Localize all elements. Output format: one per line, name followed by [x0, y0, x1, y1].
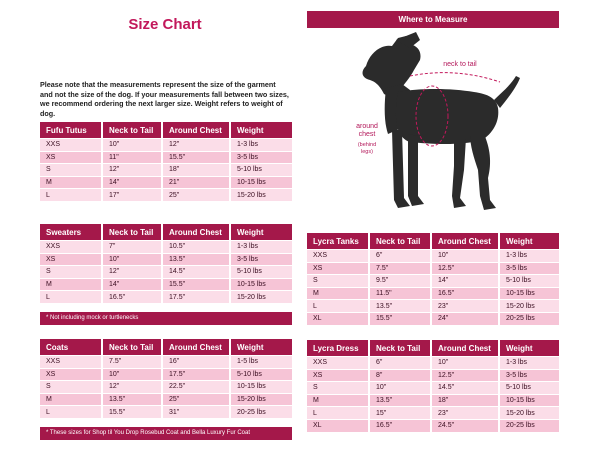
- around-chest-label: around chest: [356, 123, 378, 138]
- neck-cell: 12": [102, 164, 162, 177]
- neck-cell: 12": [102, 266, 162, 279]
- lycra-tanks-table: [307, 233, 559, 325]
- table-row: [307, 369, 559, 382]
- size-cell: XS: [307, 369, 369, 382]
- size-cell: XS: [40, 253, 102, 266]
- chest-cell: 18": [431, 394, 499, 407]
- size-cell: L: [307, 407, 369, 420]
- table-row: [40, 164, 292, 177]
- sweaters-note: * Not including mock or turtlenecks: [40, 312, 292, 325]
- chest-cell: 14.5": [431, 382, 499, 395]
- neck-to-tail-label: neck to tail: [443, 61, 477, 68]
- chest-cell: 24.5": [431, 419, 499, 431]
- table-row: [40, 368, 292, 381]
- size-cell: S: [307, 275, 369, 288]
- chest-cell: 12": [162, 139, 230, 152]
- neck-cell: 10": [102, 139, 162, 152]
- neck-cell: 10": [102, 253, 162, 266]
- table-row: [307, 394, 559, 407]
- weight-cell: 1-3 lbs: [230, 241, 292, 254]
- weight-cell: 3-5 lbs: [499, 262, 559, 275]
- table-row: [307, 275, 559, 288]
- table-row: [40, 151, 292, 164]
- col-weight: Weight: [230, 339, 292, 356]
- chest-cell: 15.5": [162, 151, 230, 164]
- chest-cell: 21": [162, 176, 230, 189]
- weight-cell: 20-25 lbs: [230, 406, 292, 418]
- weight-cell: 1-3 lbs: [499, 357, 559, 370]
- weight-cell: 10-15 lbs: [230, 381, 292, 394]
- around-chest-sub-label: (behind legs): [357, 142, 377, 155]
- neck-cell: 8": [369, 369, 431, 382]
- chest-cell: 25": [162, 189, 230, 201]
- neck-cell: 14": [102, 278, 162, 291]
- weight-cell: 10-15 lbs: [499, 287, 559, 300]
- table-row: [40, 266, 292, 279]
- table-row: [40, 241, 292, 254]
- table-row: [40, 356, 292, 369]
- table-row: [307, 407, 559, 420]
- col-weight: Weight: [230, 224, 292, 241]
- chest-cell: 18": [162, 164, 230, 177]
- weight-cell: 20-25 lbs: [499, 312, 559, 324]
- neck-cell: 6": [369, 357, 431, 370]
- chest-cell: 23": [431, 407, 499, 420]
- weight-cell: 5-10 lbs: [499, 275, 559, 288]
- size-cell: M: [307, 287, 369, 300]
- table-row: [40, 253, 292, 266]
- weight-cell: 20-25 lbs: [499, 419, 559, 431]
- chest-cell: 25": [162, 393, 230, 406]
- page-title: Size Chart: [128, 16, 202, 33]
- weight-cell: 15-20 lbs: [230, 393, 292, 406]
- col-around-chest: Around Chest: [162, 224, 230, 241]
- weight-cell: 5-10 lbs: [230, 266, 292, 279]
- neck-cell: 15.5": [102, 406, 162, 418]
- neck-cell: 12": [102, 381, 162, 394]
- neck-cell: 13.5": [369, 394, 431, 407]
- neck-cell: 15.5": [369, 312, 431, 324]
- weight-cell: 5-10 lbs: [230, 164, 292, 177]
- table-header-row: [40, 339, 292, 356]
- neck-cell: 11": [102, 151, 162, 164]
- col-weight: Weight: [499, 233, 559, 250]
- chest-cell: 23": [431, 300, 499, 313]
- chest-cell: 12.5": [431, 369, 499, 382]
- col-neck-to-tail: Neck to Tail: [102, 122, 162, 139]
- weight-cell: 5-10 lbs: [230, 368, 292, 381]
- neck-cell: 11.5": [369, 287, 431, 300]
- table-row: [40, 406, 292, 418]
- lycra-dress-table: [307, 340, 559, 432]
- chest-cell: 22.5": [162, 381, 230, 394]
- size-cell: L: [40, 291, 102, 303]
- size-cell: XXS: [307, 357, 369, 370]
- table-row: [40, 381, 292, 394]
- chest-cell: 16.5": [431, 287, 499, 300]
- size-cell: S: [307, 382, 369, 395]
- table-row: [307, 250, 559, 263]
- table-row: [307, 262, 559, 275]
- neck-cell: 17": [102, 189, 162, 201]
- col-around-chest: Around Chest: [431, 233, 499, 250]
- where-to-measure-header: Where to Measure: [307, 11, 559, 28]
- table-row: [307, 312, 559, 324]
- chest-cell: 17.5": [162, 368, 230, 381]
- size-cell: M: [40, 278, 102, 291]
- size-cell: XS: [40, 368, 102, 381]
- table-row: [40, 291, 292, 303]
- neck-cell: 14": [102, 176, 162, 189]
- weight-cell: 10-15 lbs: [230, 176, 292, 189]
- size-cell: M: [40, 176, 102, 189]
- weight-cell: 15-20 lbs: [499, 300, 559, 313]
- chest-cell: 14": [431, 275, 499, 288]
- weight-cell: 15-20 lbs: [230, 291, 292, 303]
- weight-cell: 15-20 lbs: [230, 189, 292, 201]
- table-header-row: [307, 340, 559, 357]
- weight-cell: 10-15 lbs: [230, 278, 292, 291]
- neck-cell: 7.5": [102, 356, 162, 369]
- table-name: Sweaters: [40, 224, 102, 241]
- col-weight: Weight: [499, 340, 559, 357]
- size-cell: M: [307, 394, 369, 407]
- neck-cell: 13.5": [369, 300, 431, 313]
- chest-cell: 24": [431, 312, 499, 324]
- size-cell: XXS: [40, 241, 102, 254]
- table-row: [40, 393, 292, 406]
- weight-cell: 3-5 lbs: [230, 253, 292, 266]
- neck-cell: 7": [102, 241, 162, 254]
- table-row: [40, 176, 292, 189]
- col-around-chest: Around Chest: [162, 122, 230, 139]
- coats-note: * These sizes for Shop til You Drop Rosebud Coat and Bella Luxury Fur Coat: [40, 427, 292, 440]
- size-cell: XL: [307, 312, 369, 324]
- neck-cell: 7.5": [369, 262, 431, 275]
- sweaters-table: [40, 224, 292, 303]
- size-cell: L: [40, 406, 102, 418]
- weight-cell: 1-3 lbs: [499, 250, 559, 263]
- neck-cell: 16.5": [369, 419, 431, 431]
- table-header-row: [40, 122, 292, 139]
- table-row: [307, 300, 559, 313]
- chest-cell: 14.5": [162, 266, 230, 279]
- col-around-chest: Around Chest: [162, 339, 230, 356]
- size-cell: XL: [307, 419, 369, 431]
- weight-cell: 1-5 lbs: [230, 356, 292, 369]
- size-cell: XXS: [40, 139, 102, 152]
- size-cell: XXS: [40, 356, 102, 369]
- dog-silhouette: [363, 32, 520, 210]
- weight-cell: 10-15 lbs: [499, 394, 559, 407]
- weight-cell: 1-3 lbs: [230, 139, 292, 152]
- chest-cell: 12.5": [431, 262, 499, 275]
- neck-cell: 6": [369, 250, 431, 263]
- col-neck-to-tail: Neck to Tail: [102, 224, 162, 241]
- table-name: Fufu Tutus: [40, 122, 102, 139]
- table-name: Lycra Dress: [307, 340, 369, 357]
- size-cell: S: [40, 266, 102, 279]
- weight-cell: 15-20 lbs: [499, 407, 559, 420]
- size-cell: XS: [40, 151, 102, 164]
- coats-table: [40, 339, 292, 418]
- table-name: Lycra Tanks: [307, 233, 369, 250]
- neck-cell: 10": [369, 382, 431, 395]
- table-row: [307, 287, 559, 300]
- chest-cell: 10": [431, 357, 499, 370]
- neck-cell: 13.5": [102, 393, 162, 406]
- col-weight: Weight: [230, 122, 292, 139]
- weight-cell: 3-5 lbs: [230, 151, 292, 164]
- table-header-row: [40, 224, 292, 241]
- col-around-chest: Around Chest: [431, 340, 499, 357]
- chest-cell: 17.5": [162, 291, 230, 303]
- chest-cell: 13.5": [162, 253, 230, 266]
- chest-cell: 10.5": [162, 241, 230, 254]
- size-cell: XXS: [307, 250, 369, 263]
- table-row: [40, 189, 292, 201]
- neck-to-tail-guide: [410, 73, 500, 82]
- size-cell: XS: [307, 262, 369, 275]
- chest-cell: 16": [162, 356, 230, 369]
- size-cell: L: [307, 300, 369, 313]
- intro-text: Please note that the measurements represent the size of the garment and not the size of the dog. If your measurements fall between two sizes, we recommend ordering the next larger size. Weight refers to weight of dog.: [40, 80, 289, 118]
- size-cell: S: [40, 164, 102, 177]
- neck-cell: 9.5": [369, 275, 431, 288]
- size-cell: M: [40, 393, 102, 406]
- neck-cell: 16.5": [102, 291, 162, 303]
- table-header-row: [307, 233, 559, 250]
- chest-cell: 31": [162, 406, 230, 418]
- table-row: [307, 382, 559, 395]
- table-row: [307, 357, 559, 370]
- chest-cell: 10": [431, 250, 499, 263]
- chest-cell: 15.5": [162, 278, 230, 291]
- neck-cell: 10": [102, 368, 162, 381]
- neck-cell: 15": [369, 407, 431, 420]
- table-row: [40, 139, 292, 152]
- weight-cell: 5-10 lbs: [499, 382, 559, 395]
- col-neck-to-tail: Neck to Tail: [369, 340, 431, 357]
- table-row: [40, 278, 292, 291]
- size-cell: L: [40, 189, 102, 201]
- weight-cell: 3-5 lbs: [499, 369, 559, 382]
- fufu-tutus-table: [40, 122, 292, 201]
- table-row: [307, 419, 559, 431]
- col-neck-to-tail: Neck to Tail: [102, 339, 162, 356]
- col-neck-to-tail: Neck to Tail: [369, 233, 431, 250]
- table-name: Coats: [40, 339, 102, 356]
- size-cell: S: [40, 381, 102, 394]
